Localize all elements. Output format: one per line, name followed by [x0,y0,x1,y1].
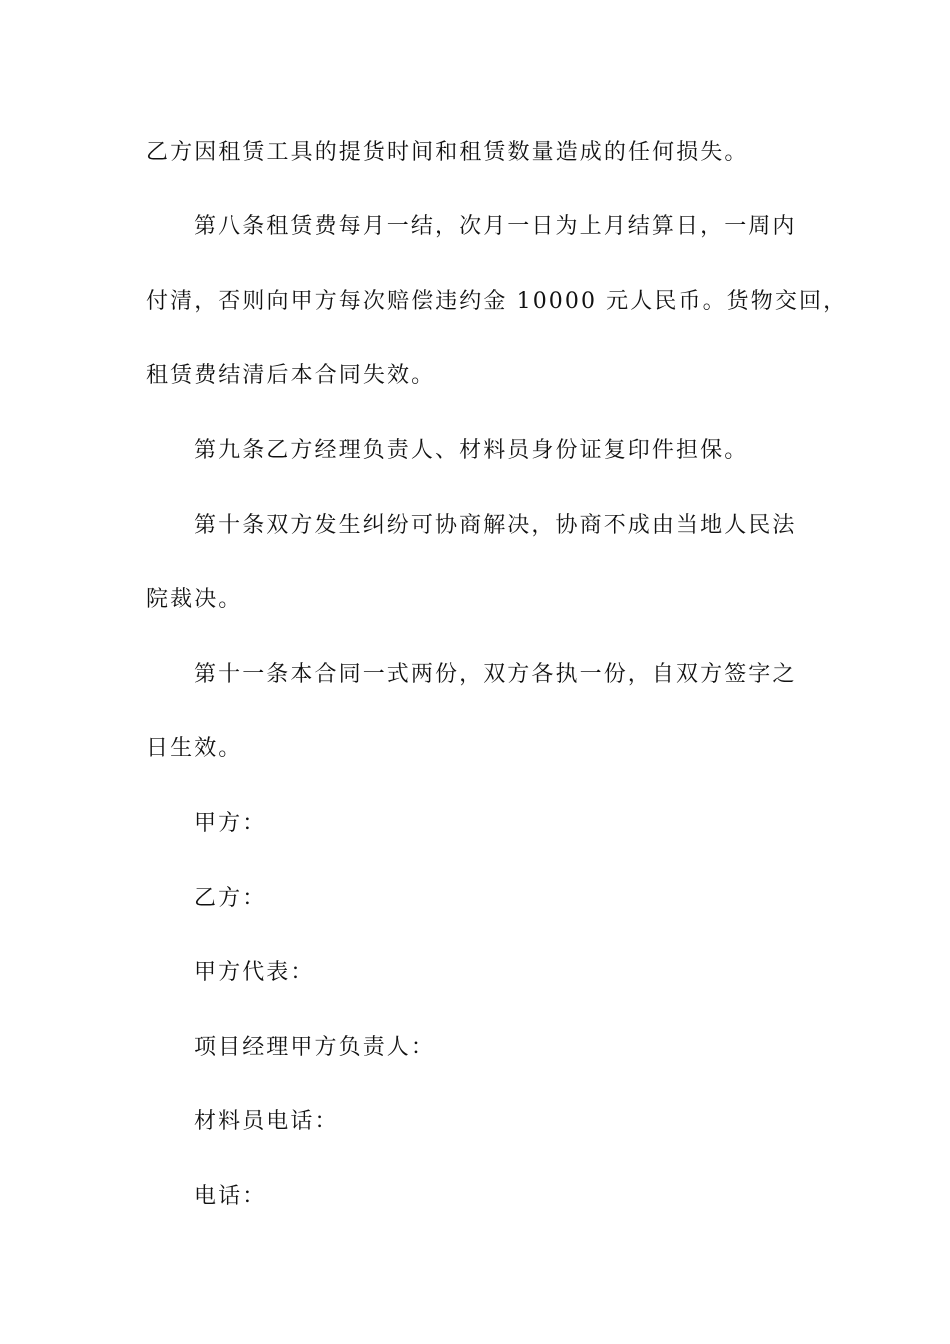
article-8-line-3: 租赁费结清后本合同失效。 [146,363,436,388]
article-9-line: 第九条乙方经理负责人、材料员身份证复印件担保。 [194,438,749,463]
article-10-line-2: 院裁决。 [146,587,243,612]
party-a-label: 甲方： [194,811,267,836]
party-a-representative-label: 甲方代表： [194,960,315,985]
party-b-label: 乙方： [194,886,267,911]
article-11-line-2: 日生效。 [146,736,243,761]
material-staff-phone-label: 材料员电话： [194,1109,339,1134]
article-8-line-2: 付清，否则向甲方每次赔偿违约金 10000 元人民币。货物交回， [146,289,848,314]
article-8-line-1: 第八条租赁费每月一结，次月一日为上月结算日，一周内 [194,214,797,239]
phone-label: 电话： [194,1184,267,1209]
article-10-line-1: 第十条双方发生纠纷可协商解决，协商不成由当地人民法 [194,513,797,538]
paragraph-line: 乙方因租赁工具的提货时间和租赁数量造成的任何损失。 [146,140,749,165]
project-manager-label: 项目经理甲方负责人： [194,1035,436,1060]
article-11-line-1: 第十一条本合同一式两份，双方各执一份，自双方签字之 [194,662,797,687]
